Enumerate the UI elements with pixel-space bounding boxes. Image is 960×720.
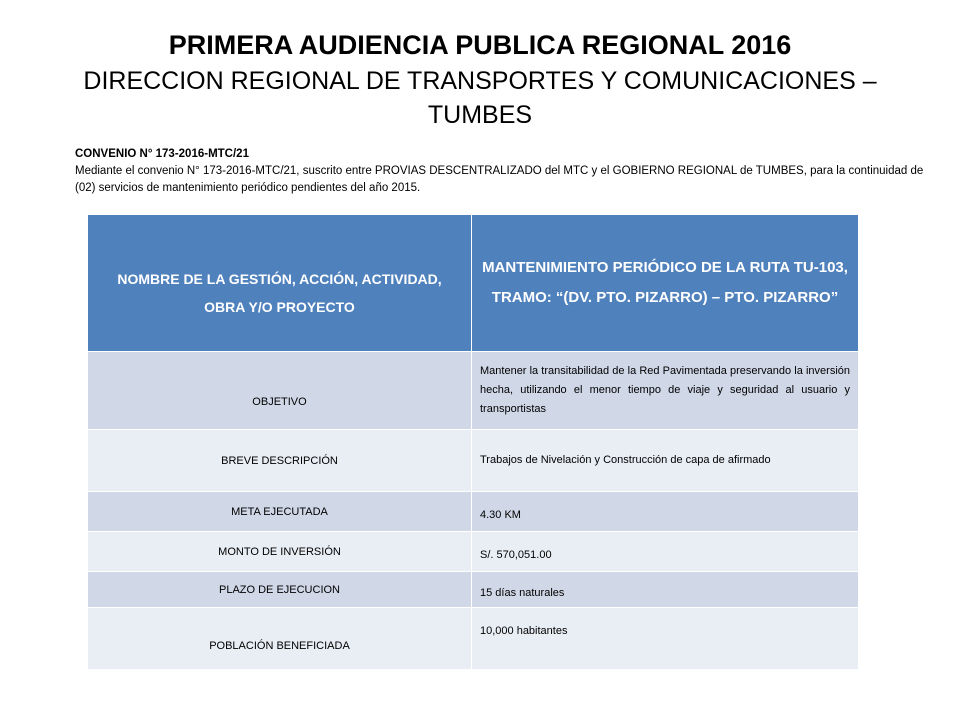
table-row: [88, 572, 859, 608]
table-row: [88, 430, 859, 492]
row-value-meta: 4.30 KM: [472, 492, 859, 532]
title-block: [40, 28, 920, 132]
row-label-meta: META EJECUTADA: [88, 492, 472, 532]
table-header-row: [88, 215, 859, 352]
row-value-descripcion: Trabajos de Nivelación y Construcción de capa de afirmado: [472, 430, 859, 492]
table-row: [88, 352, 859, 430]
row-label-monto: MONTO DE INVERSIÓN: [88, 532, 472, 572]
table-row: [88, 492, 859, 532]
convenio-text: Mediante el convenio N° 173-2016-MTC/21, suscrito entre PROVIAS DESCENTRALIZADO del MTC y el GOBIERNO REGIONAL de TUMBES, para la continuidad de (02) servicios de mantenimiento periódico pendientes del año 2015.: [75, 165, 924, 194]
row-label-objetivo: OBJETIVO: [88, 352, 472, 430]
row-value-poblacion: 10,000 habitantes: [472, 608, 859, 670]
row-label-descripcion: BREVE DESCRIPCIÓN: [88, 430, 472, 492]
project-info-table: [87, 214, 859, 670]
convenio-section: [75, 146, 925, 197]
row-value-plazo: 15 días naturales: [472, 572, 859, 608]
header-left-cell: NOMBRE DE LA GESTIÓN, ACCIÓN, ACTIVIDAD, OBRA Y/O PROYECTO: [88, 215, 472, 352]
convenio-title: CONVENIO N° 173-2016-MTC/21: [75, 148, 249, 160]
page-title: PRIMERA AUDIENCIA PUBLICA REGIONAL 2016: [168, 30, 792, 60]
row-label-plazo: PLAZO DE EJECUCION: [88, 572, 472, 608]
table-row: [88, 532, 859, 572]
page-subtitle: DIRECCION REGIONAL DE TRANSPORTES Y COMUNICACIONES – TUMBES: [83, 67, 877, 129]
row-value-objetivo: Mantener la transitabilidad de la Red Pavimentada preservando la inversión hecha, utilizando el menor tiempo de viaje y seguridad al usuario y transportistas: [472, 352, 859, 430]
table-row: [88, 608, 859, 670]
row-label-poblacion: POBLACIÓN BENEFICIADA: [88, 608, 472, 670]
header-right-cell: MANTENIMIENTO PERIÓDICO DE LA RUTA TU-103, TRAMO: “(DV. PTO. PIZARRO) – PTO. PIZARRO”: [472, 215, 859, 352]
row-value-monto: S/. 570,051.00: [472, 532, 859, 572]
